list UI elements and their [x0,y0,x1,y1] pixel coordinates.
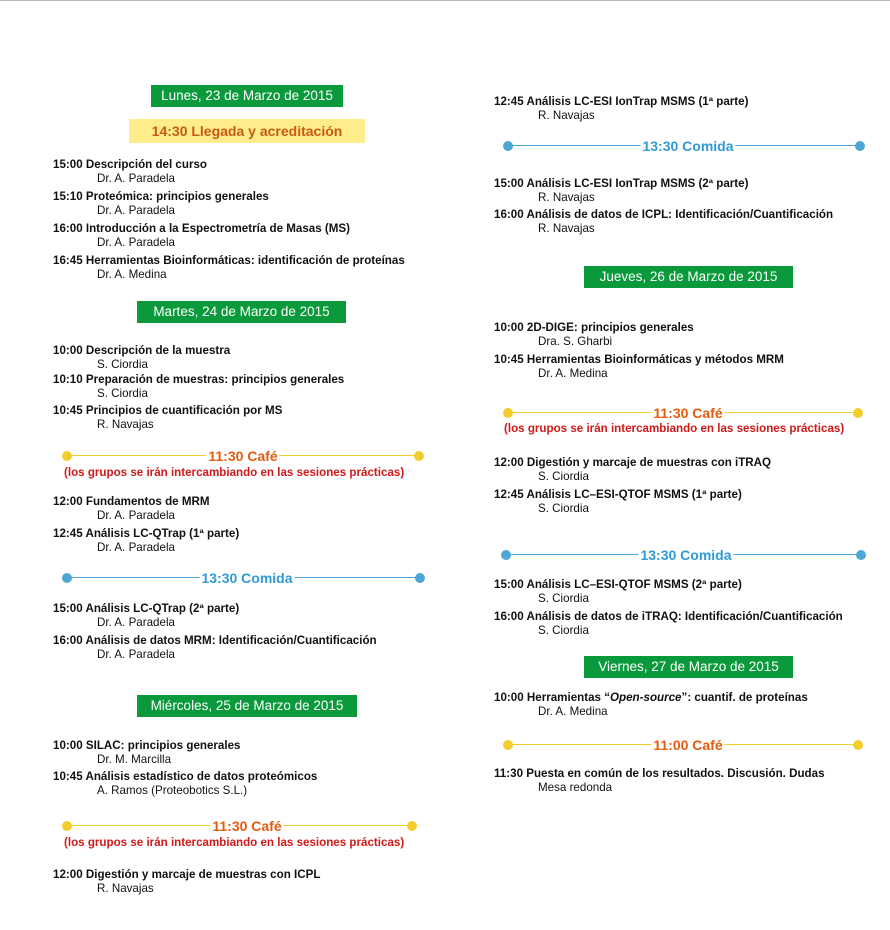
session-title: 16:45 Herramientas Bioinformáticas: identificación de proteínas [53,254,405,267]
session-item [53,739,241,767]
day-header-jueves: Jueves, 26 de Marzo de 2015 [584,266,793,288]
divider-dot-left [503,141,513,151]
session-item [494,456,771,484]
divider-dot-right [853,408,863,418]
day-header-miercoles: Miércoles, 25 de Marzo de 2015 [137,695,357,717]
arrival-banner: 14:30 Llegada y acreditación [129,119,365,143]
session-speaker: Dr. M. Marcilla [97,753,172,766]
session-item [53,634,377,662]
coffee-break-divider [62,449,424,463]
coffee-break-label: 11:00 Café [653,737,723,753]
session-item [494,691,808,719]
session-item [494,610,843,638]
title-suffix: ”: cuantif. de proteínas [681,691,808,704]
session-speaker: R. Navajas [97,882,154,895]
session-speaker: A. Ramos (Proteobotics S.L.) [97,784,248,797]
session-item [53,770,317,798]
session-title: 10:45 Análisis estadístico de datos proteómicos [53,770,318,783]
divider-dot-right [414,451,424,461]
session-item [494,767,825,795]
session-speaker: Dr. A. Medina [538,705,608,718]
session-speaker: R. Navajas [538,222,595,235]
divider-dot-left [62,821,72,831]
session-title: 10:10 Preparación de muestras: principios generales [53,373,345,386]
coffee-break-divider [503,406,863,420]
session-speaker: S. Ciordia [97,358,148,371]
session-item [53,404,282,432]
session-speaker: Dr. A. Paradela [97,509,175,522]
session-item [494,488,742,516]
session-item [494,578,742,606]
session-item [53,190,269,218]
day-header-lunes: Lunes, 23 de Marzo de 2015 [151,85,343,107]
session-item [53,373,344,401]
session-speaker: R. Navajas [538,191,595,204]
divider-dot-left [503,408,513,418]
session-title: 12:00 Digestión y marcaje de muestras con iTRAQ [494,456,772,469]
session-title: 10:00 2D-DIGE: principios generales [494,321,694,334]
divider-dot-right [407,821,417,831]
session-speaker: Dr. A. Paradela [97,236,175,249]
session-speaker: Dr. A. Paradela [97,648,175,661]
session-item [494,177,748,205]
coffee-break-divider [503,738,863,752]
session-item [494,321,694,349]
title-italic: Open-source [610,691,682,704]
session-title: 12:45 Análisis LC-QTrap (1ª parte) [53,527,240,540]
lunch-break-label: 13:30 Comida [201,570,293,586]
coffee-break-label: 11:30 Café [653,405,723,421]
group-rotation-note: (los grupos se irán intercambiando en las sesiones prácticas) [64,466,405,479]
session-title: 15:00 Análisis LC-ESI IonTrap MSMS (2ª parte) [494,177,749,190]
session-speaker: Dr. A. Medina [97,268,167,281]
session-title: 15:00 Análisis LC–ESI-QTOF MSMS (2ª parte) [494,578,742,591]
session-speaker: Dr. A. Paradela [97,616,175,629]
session-item [53,254,405,282]
session-title: 10:45 Herramientas Bioinformáticas y métodos MRM [494,353,784,366]
divider-dot-left [62,573,72,583]
session-title: 16:00 Análisis de datos MRM: Identificación/Cuantificación [53,634,377,647]
session-title: 12:00 Fundamentos de MRM [53,495,210,508]
session-item [53,344,230,372]
session-title: 10:00 SILAC: principios generales [53,739,241,752]
session-title: 11:30 Puesta en común de los resultados. Discusión. Dudas [494,767,825,780]
session-speaker: R. Navajas [97,418,154,431]
divider-dot-right [856,550,866,560]
session-title: 10:45 Principios de cuantificación por MS [53,404,283,417]
session-title: 16:00 Análisis de datos de ICPL: Identificación/Cuantificación [494,208,834,221]
lunch-break-divider [501,548,866,562]
session-title [494,691,808,705]
session-speaker: R. Navajas [538,109,595,122]
session-speaker: Dr. A. Paradela [97,172,175,185]
coffee-break-label: 11:30 Café [208,448,278,464]
session-item [53,527,239,555]
lunch-break-label: 13:30 Comida [642,138,734,154]
session-item [494,208,833,236]
session-speaker: S. Ciordia [97,387,148,400]
session-speaker: S. Ciordia [538,470,589,483]
session-title: 15:00 Descripción del curso [53,158,208,171]
session-speaker: Dr. A. Paradela [97,204,175,217]
day-header-viernes: Viernes, 27 de Marzo de 2015 [584,656,793,678]
session-item [53,868,320,896]
coffee-break-divider [62,819,417,833]
session-title: 15:10 Proteómica: principios generales [53,190,269,203]
divider-dot-right [853,740,863,750]
session-speaker: Dra. S. Gharbi [538,335,613,348]
session-item [494,353,784,381]
group-rotation-note: (los grupos se irán intercambiando en las sesiones prácticas) [64,836,405,849]
session-speaker: Dr. A. Medina [538,367,608,380]
session-title: 16:00 Introducción a la Espectrometría de Masas (MS) [53,222,351,235]
session-title: 10:00 Descripción de la muestra [53,344,231,357]
session-item [53,222,350,250]
session-item [53,602,239,630]
session-title: 12:00 Digestión y marcaje de muestras con ICPL [53,868,321,881]
title-prefix: 10:00 Herramientas “ [494,691,610,704]
session-speaker: S. Ciordia [538,624,589,637]
group-rotation-note: (los grupos se irán intercambiando en las sesiones prácticas) [504,422,845,435]
lunch-break-divider [62,571,425,585]
lunch-break-divider [503,139,865,153]
session-speaker: Dr. A. Paradela [97,541,175,554]
divider-dot-left [62,451,72,461]
divider-dot-right [855,141,865,151]
session-item [53,158,207,186]
session-title: 15:00 Análisis LC-QTrap (2ª parte) [53,602,240,615]
day-header-martes: Martes, 24 de Marzo de 2015 [137,301,346,323]
session-speaker: S. Ciordia [538,592,589,605]
divider-dot-left [503,740,513,750]
divider-dot-left [501,550,511,560]
session-title: 16:00 Análisis de datos de iTRAQ: Identificación/Cuantificación [494,610,843,623]
session-item [494,95,748,123]
divider-dot-right [415,573,425,583]
session-item [53,495,210,523]
lunch-break-label: 13:30 Comida [640,547,732,563]
session-speaker: Mesa redonda [538,781,613,794]
session-title: 12:45 Análisis LC–ESI-QTOF MSMS (1ª parte) [494,488,742,501]
top-divider [0,0,890,1]
session-title: 12:45 Análisis LC-ESI IonTrap MSMS (1ª parte) [494,95,749,108]
session-speaker: S. Ciordia [538,502,589,515]
coffee-break-label: 11:30 Café [212,818,282,834]
